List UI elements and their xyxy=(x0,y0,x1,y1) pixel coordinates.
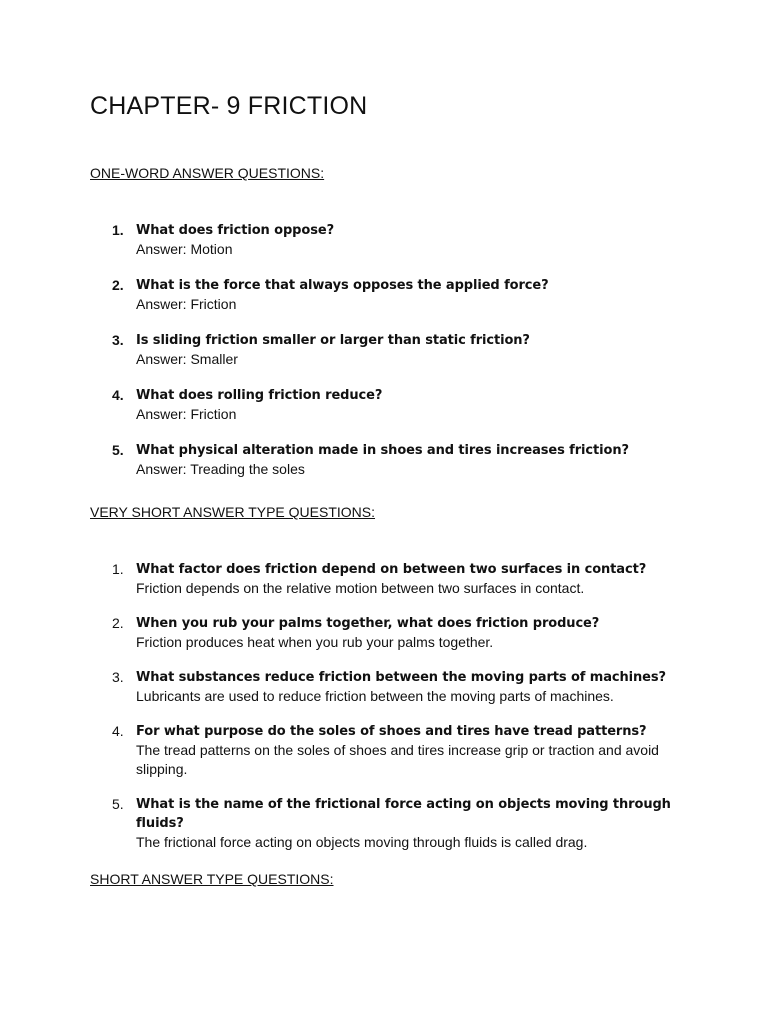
question-text: What does friction oppose? xyxy=(136,223,335,238)
question-text: For what purpose do the soles of shoes and tires have tread patterns? xyxy=(136,724,647,739)
answer-text: Answer: Motion xyxy=(136,241,233,257)
answer-text: Answer: Treading the soles xyxy=(136,461,305,477)
list-item xyxy=(90,331,690,369)
list-item xyxy=(90,614,690,652)
list-item xyxy=(90,795,690,852)
section-heading-one-word: ONE-WORD ANSWER QUESTIONS: xyxy=(90,165,325,181)
answer-text: Answer: Friction xyxy=(136,296,237,312)
answer-text: Answer: Smaller xyxy=(136,351,238,367)
very-short-question-list xyxy=(90,560,690,868)
question-text: What is the name of the frictional force acting on objects moving through fluids? xyxy=(136,797,671,831)
question-text: What factor does friction depend on between two surfaces in contact? xyxy=(136,562,647,577)
answer-text: Friction depends on the relative motion between two surfaces in contact. xyxy=(136,580,585,596)
question-number: 1. xyxy=(112,222,124,238)
list-item xyxy=(90,221,690,259)
list-item xyxy=(90,722,690,779)
question-number: 1. xyxy=(112,561,124,577)
answer-text: Lubricants are used to reduce friction between the moving parts of machines. xyxy=(136,688,614,704)
question-number: 3. xyxy=(112,669,124,685)
question-number: 2. xyxy=(112,615,124,631)
question-text: What substances reduce friction between the moving parts of machines? xyxy=(136,670,666,685)
section-heading-very-short: VERY SHORT ANSWER TYPE QUESTIONS: xyxy=(90,504,376,520)
question-number: 2. xyxy=(112,277,124,293)
list-item xyxy=(90,276,690,314)
question-text: What does rolling friction reduce? xyxy=(136,388,383,403)
question-number: 5. xyxy=(112,796,124,812)
question-text: What physical alteration made in shoes and tires increases friction? xyxy=(136,443,629,458)
question-number: 3. xyxy=(112,332,124,348)
question-text: When you rub your palms together, what does friction produce? xyxy=(136,616,600,631)
question-text: Is sliding friction smaller or larger than static friction? xyxy=(136,333,530,348)
list-item xyxy=(90,441,690,479)
answer-text: The tread patterns on the soles of shoes and tires increase grip or traction and avoid slipping. xyxy=(136,742,659,777)
list-item xyxy=(90,668,690,706)
question-number: 4. xyxy=(112,387,124,403)
answer-text: Answer: Friction xyxy=(136,406,237,422)
page-title: CHAPTER- 9 FRICTION xyxy=(90,92,368,120)
answer-text: The frictional force acting on objects moving through fluids is called drag. xyxy=(136,834,588,850)
section-heading-short: SHORT ANSWER TYPE QUESTIONS: xyxy=(90,871,334,887)
question-text: What is the force that always opposes the applied force? xyxy=(136,278,549,293)
one-word-question-list xyxy=(90,221,690,496)
question-number: 4. xyxy=(112,723,124,739)
answer-text: Friction produces heat when you rub your palms together. xyxy=(136,634,494,650)
question-number: 5. xyxy=(112,442,124,458)
list-item xyxy=(90,560,690,598)
list-item xyxy=(90,386,690,424)
